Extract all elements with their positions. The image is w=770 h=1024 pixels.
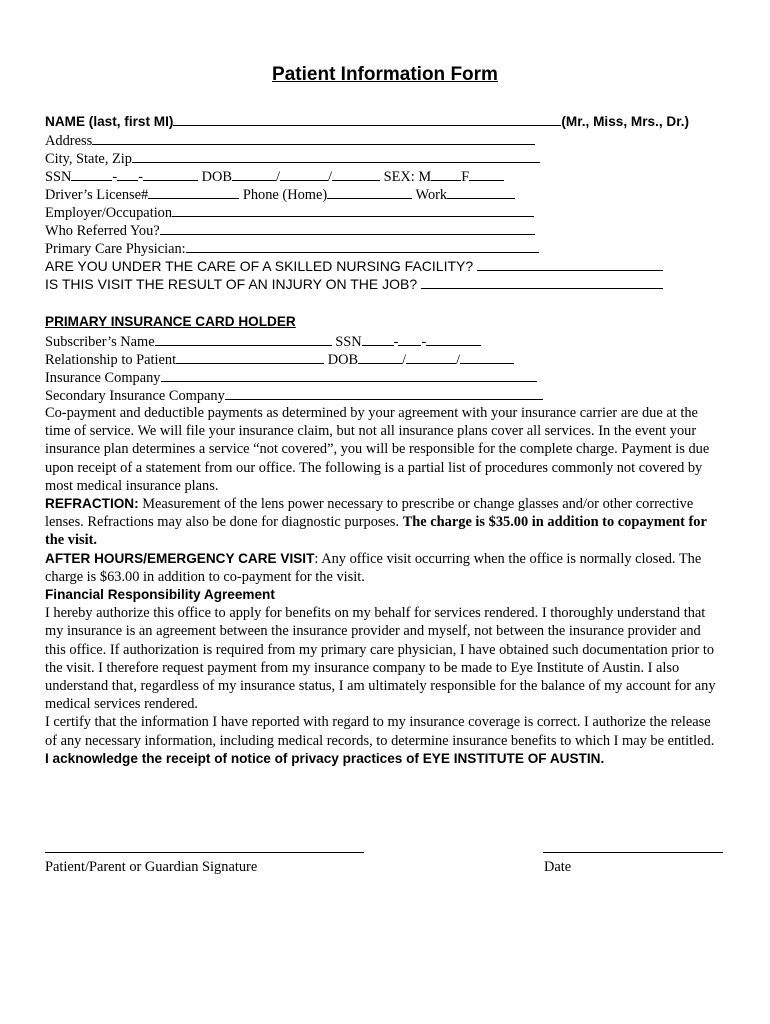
address-label: Address	[45, 133, 93, 149]
ssn-part-3[interactable]	[143, 167, 198, 181]
ssn-dash: -	[138, 169, 143, 185]
employer-row	[45, 203, 534, 222]
insurance-heading: PRIMARY INSURANCE CARD HOLDER	[45, 314, 296, 329]
dob-year[interactable]	[332, 167, 380, 181]
city-row	[45, 149, 540, 168]
relationship-label: Relationship to Patient	[45, 352, 177, 368]
refraction-paragraph	[45, 495, 725, 550]
referred-label: Who Referred You?	[45, 223, 160, 239]
insurance-dob-year[interactable]	[460, 350, 514, 364]
insurance-dob-label: DOB	[327, 352, 359, 368]
dob-label: DOB	[201, 169, 232, 185]
injury-answer-field[interactable]	[421, 275, 663, 289]
license-field[interactable]	[148, 185, 239, 199]
name-label: NAME (last, first MI)	[45, 114, 174, 129]
referred-row	[45, 221, 535, 240]
policy-text	[45, 404, 725, 768]
copay-paragraph: Co-payment and deductible payments as determined by your agreement with your insurance carrier are due at the time of service. We will file your insurance claim, but not all insurance plans cover all services. In the event your insurance plan determines a service “not covered”, you will be responsible for the complete charge. Payment is due upon receipt of a statement from our office. The following is a partial list of procedures commonly not covered by most medical insurance plans.	[45, 405, 710, 494]
relationship-row	[45, 350, 514, 369]
insurance-company-label: Insurance Company	[45, 370, 161, 386]
subscriber-label: Subscriber’s Name	[45, 334, 155, 350]
insurance-ssn-part-3[interactable]	[426, 332, 481, 346]
financial-paragraph-2: I certify that the information I have reported with regard to my insurance coverage is correct. I authorize the release of any necessary information, including medical records, to determine insurance benefits to which I may be entitled.	[45, 714, 715, 749]
after-hours-text: : Any office visit occurring when the office is normally closed. The charge is $63.00 in addition to co-payment for the visit.	[45, 550, 702, 585]
address-field[interactable]	[92, 131, 535, 145]
city-field[interactable]	[132, 149, 540, 163]
employer-field[interactable]	[172, 203, 534, 217]
insurance-ssn-part-1[interactable]	[362, 332, 394, 346]
subscriber-row	[45, 332, 481, 351]
employer-label: Employer/Occupation	[45, 205, 173, 221]
ssn-dash: -	[393, 334, 399, 350]
sex-f-label: F	[461, 169, 470, 185]
phone-label: Phone (Home)	[242, 187, 328, 203]
insurance-ssn-part-2[interactable]	[398, 332, 421, 346]
insurance-ssn-label: SSN	[335, 334, 362, 350]
insurance-company-row	[45, 368, 537, 387]
injury-row	[45, 275, 663, 293]
financial-heading: Financial Responsibility Agreement	[45, 587, 275, 603]
secondary-insurance-row	[45, 386, 543, 405]
phone-field[interactable]	[327, 185, 412, 199]
city-label: City, State, Zip	[45, 151, 133, 167]
date-line[interactable]	[543, 852, 723, 853]
page-title: Patient Information Form	[272, 64, 498, 85]
work-label: Work	[415, 187, 448, 203]
injury-question: IS THIS VISIT THE RESULT OF AN INJURY ON THE JOB?	[45, 276, 418, 292]
nursing-answer-field[interactable]	[477, 257, 663, 271]
dob-month[interactable]	[232, 167, 276, 181]
physician-label: Primary Care Physician:	[45, 241, 186, 257]
after-hours-paragraph	[45, 550, 725, 586]
ssn-label: SSN	[45, 169, 72, 185]
dob-slash: /	[276, 169, 280, 185]
financial-paragraph-1: I hereby authorize this office to apply for benefits on my behalf for services rendered. I thoroughly understand that my insurance is an agreement between the insurance provider and myself, not between the insurance provider and this office. If authorization is required from my primary care physician, I have obtained such documentation prior to the visit. I therefore request payment from my insurance company to be made to Eye Institute of Austin. I also understand that, regardless of my insurance status, I am ultimately responsible for the balance of my account for any medical services rendered.	[45, 605, 716, 713]
insurance-dob-day[interactable]	[406, 350, 456, 364]
ssn-dob-sex-row	[45, 167, 504, 186]
license-label: Driver’s License#	[45, 187, 149, 203]
ssn-dash: -	[421, 334, 427, 350]
sex-m-field[interactable]	[431, 167, 461, 181]
after-hours-label: AFTER HOURS/EMERGENCY CARE VISIT	[45, 550, 315, 566]
nursing-question: ARE YOU UNDER THE CARE OF A SKILLED NURSING FACILITY?	[45, 258, 474, 274]
refraction-text: Measurement of the lens power necessary to prescribe or change glasses and/or other corrective lenses. Refractions may also be done for diagnostic purposes.	[45, 496, 694, 531]
refraction-charge: The charge is $35.00 in addition to copayment for the visit.	[45, 514, 707, 549]
referred-field[interactable]	[160, 221, 535, 235]
sex-f-field[interactable]	[469, 167, 504, 181]
ssn-part-1[interactable]	[71, 167, 112, 181]
dob-day[interactable]	[280, 167, 328, 181]
physician-row	[45, 239, 539, 258]
secondary-insurance-label: Secondary Insurance Company	[45, 388, 225, 404]
relationship-field[interactable]	[176, 350, 324, 364]
dob-slash: /	[402, 352, 407, 368]
date-label: Date	[544, 859, 572, 875]
sex-label: SEX: M	[383, 169, 432, 185]
ssn-dash: -	[112, 169, 118, 185]
address-row	[45, 131, 535, 150]
physician-field[interactable]	[186, 239, 539, 253]
secondary-insurance-field[interactable]	[225, 386, 543, 400]
dob-slash: /	[328, 169, 332, 185]
signature-label: Patient/Parent or Guardian Signature	[45, 859, 258, 875]
name-field[interactable]	[173, 112, 561, 126]
insurance-company-field[interactable]	[161, 368, 537, 382]
signature-line[interactable]	[45, 852, 364, 853]
work-phone-field[interactable]	[447, 185, 515, 199]
nursing-row	[45, 257, 663, 275]
ssn-part-2[interactable]	[117, 167, 138, 181]
dob-slash: /	[456, 352, 461, 368]
subscriber-field[interactable]	[155, 332, 332, 346]
refraction-label: REFRACTION:	[45, 496, 139, 512]
name-row	[45, 112, 689, 131]
privacy-acknowledgement: I acknowledge the receipt of notice of privacy practices of EYE INSTITUTE OF AUSTIN.	[45, 750, 605, 766]
insurance-dob-month[interactable]	[358, 350, 402, 364]
license-phone-row	[45, 185, 515, 204]
name-title-options: (Mr., Miss, Mrs., Dr.)	[561, 114, 690, 129]
